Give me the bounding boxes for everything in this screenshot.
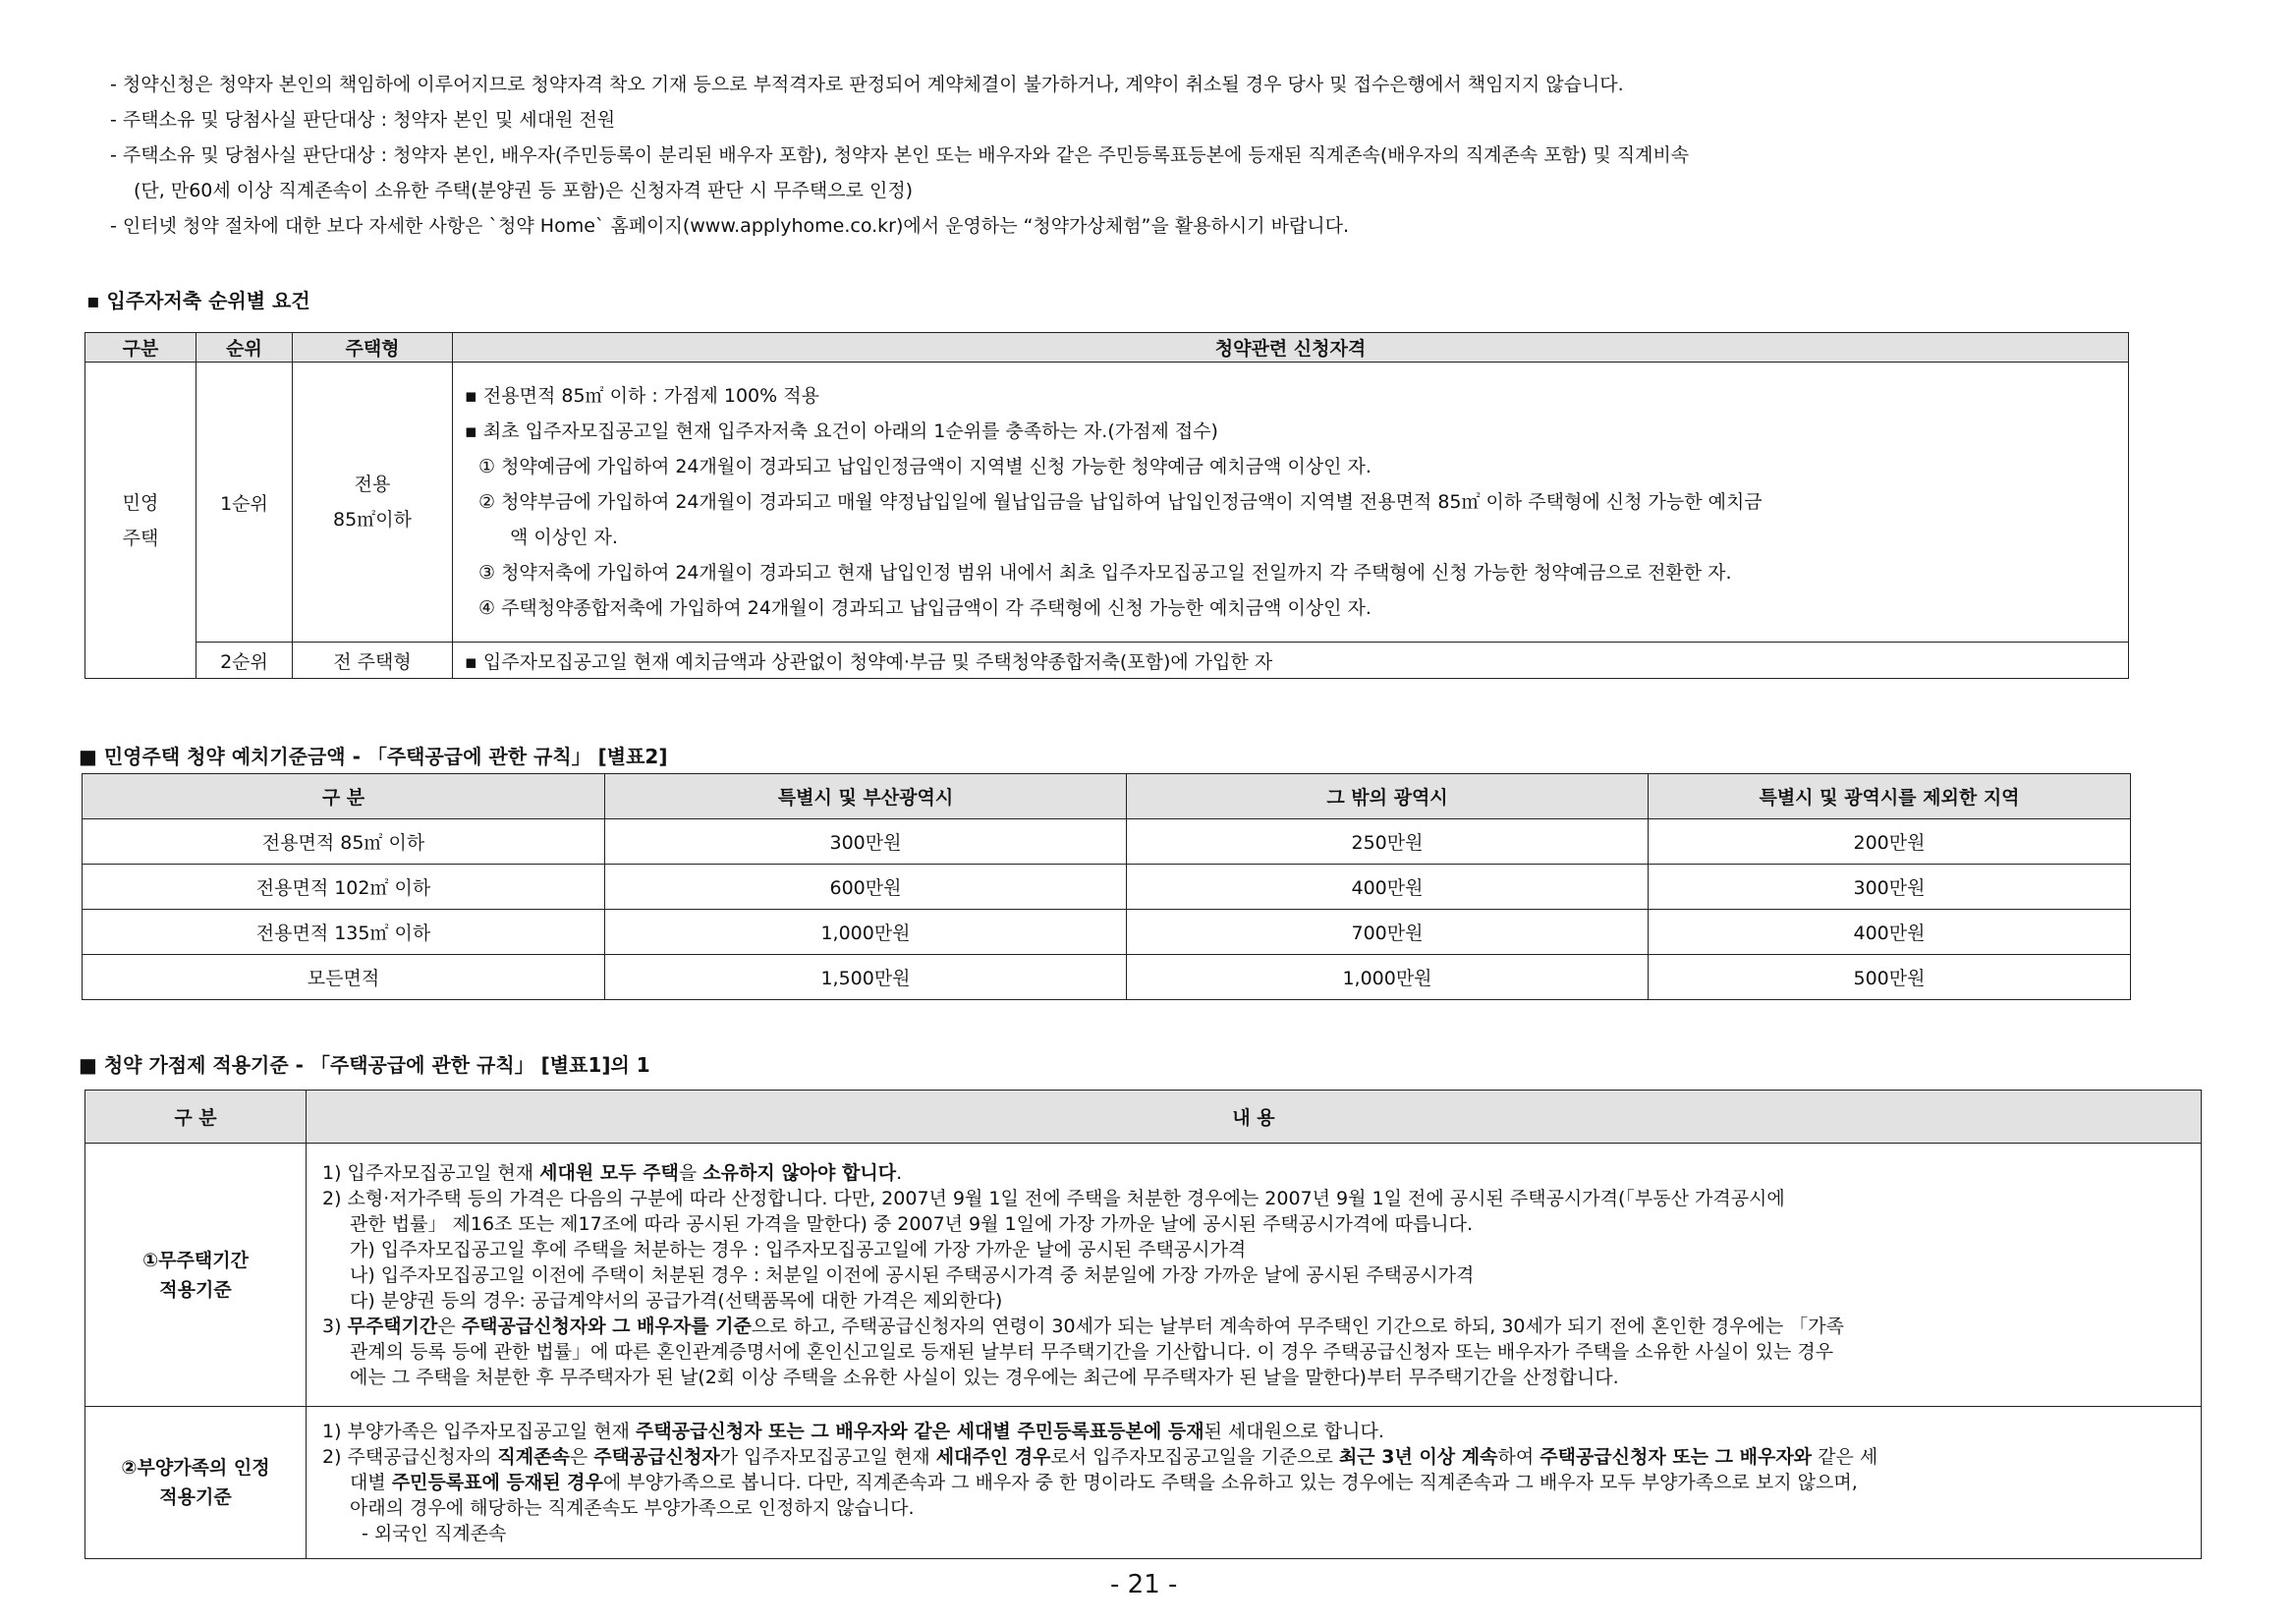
rank1-cell: 1순위 bbox=[196, 363, 293, 643]
section3-title: ■ 청약 가점제 적용기준 - 「주택공급에 관한 규칙」 [별표1]의 1 bbox=[79, 1053, 650, 1077]
no-house-period-content: 1) 입주자모집공고일 현재 세대원 모두 주택을 소유하지 않아야 합니다. 2) 소형·저가주택 등의 가격은 다음의 구분에 따라 산정합니다. 다만, 2007년 9월 1일 전에 주택을 처분한 경우에는 2007년 9월 1일 전에 공시된 주택공시가격(「부동산 가격공시에 관한 법률」 제16조 또는 제17조에 따라 공시된 가격을 말한다) 중 2007년 9월 1일에 가장 가까운 날에 공시된 주택공시가격에 따릅니다. 가) 입주자모집공고일 후에 주택을 처분하는 경우 : 입주자모집공고일에 가장 가까운 날에 공시된 주택공시가격 나) 입주자모집공고일 이전에 주택이 처분된 경우 : 처분일 이전에 공시된 주택공시가격 중 처분일에 가장 가까운 날에 공시된 주택공시가격 다) 분양권 등의 경우: 공급계약서의 공급가격(선택품목에 대한 가격은 제외한다) 3) 무주택기간은 주택공급신청자와 그 배우자를 기준으로 하고, 주택공급신청자의 연령이 30세가 되는 날부터 계속하여 무주택인 기간으로 하되, 30세가 되기 전에 혼인한 경우에는 「가족 관계의 등록 등에 관한 법률」에 따른 혼인관계증명서에 혼인신고일로 등재된 날부터 무주택기간을 기산합니다. 이 경우 주택공급신청자 또는 배우자가 주택을 소유한 사실이 있는 경우 에는 그 주택을 처분한 후 무주택자가 된 날(2회 이상 주택을 소유한 사실이 있는 경우에는 최근에 무주택자가 된 날을 말한다)부터 무주택기간을 산정합니다. bbox=[307, 1144, 2202, 1407]
header-housing-type: 주택형 bbox=[293, 333, 453, 363]
table-cell: 300만원 bbox=[1649, 865, 2131, 910]
table-cell: 300만원 bbox=[605, 819, 1127, 865]
table-cell: 전용면적 135㎡ 이하 bbox=[83, 910, 605, 955]
header-category: 구분 bbox=[85, 333, 196, 363]
notice-list bbox=[110, 67, 2173, 244]
header-qualification: 청약관련 신청자격 bbox=[453, 333, 2129, 363]
deposit-table bbox=[82, 773, 2131, 1000]
deposit-header: 구 분 bbox=[83, 774, 605, 819]
table-cell: 1,500만원 bbox=[605, 955, 1127, 1000]
rank2-type-cell: 전 주택형 bbox=[293, 643, 453, 679]
point-header-category: 구 분 bbox=[85, 1091, 307, 1144]
notice-item: - 인터넷 청약 절차에 대한 보다 자세한 사항은 `청약 Home` 홈페이지(www.applyhome.co.kr)에서 운영하는 “청약가상체험”을 활용하시기 바랍니다. bbox=[110, 215, 1350, 237]
no-house-period-label: ①무주택기간 적용기준 bbox=[85, 1144, 307, 1407]
header-rank: 순위 bbox=[196, 333, 293, 363]
table-cell: 250만원 bbox=[1127, 819, 1649, 865]
notice-item: (단, 만60세 이상 직계존속이 소유한 주택(분양권 등 포함)은 신청자격 판단 시 무주택으로 인정) bbox=[134, 180, 914, 201]
table-cell: 모든면적 bbox=[83, 955, 605, 1000]
table-cell: 1,000만원 bbox=[605, 910, 1127, 955]
page-number: - 21 - bbox=[1110, 1570, 1178, 1599]
category-cell: 민영 주택 bbox=[85, 363, 196, 679]
deposit-header: 특별시 및 부산광역시 bbox=[605, 774, 1127, 819]
table-cell: 500만원 bbox=[1649, 955, 2131, 1000]
point-header-content: 내 용 bbox=[307, 1091, 2202, 1144]
table-cell: 700만원 bbox=[1127, 910, 1649, 955]
rank1-qualification: ▪ 전용면적 85㎡ 이하 : 가점제 100% 적용 ▪ 최초 입주자모집공고일 현재 입주자저축 요건이 아래의 1순위를 충족하는 자.(가점제 접수) ① 청약예금에 가입하여 24개월이 경과되고 납입인정금액이 지역별 신청 가능한 청약예금 예치금액 이상인 자. ② 청약부금에 가입하여 24개월이 경과되고 매월 약정납입일에 월납입금을 납입하여 납입인정금액이 지역별 전용면적 85㎡ 이하 주택형에 신청 가능한 예치금 액 이상인 자. ③ 청약저축에 가입하여 24개월이 경과되고 현재 납입인정 범위 내에서 최초 입주자모집공고일 전일까지 각 주택형에 신청 가능한 청약예금으로 전환한 자. ④ 주택청약종합저축에 가입하여 24개월이 경과되고 납입금액이 각 주택형에 신청 가능한 예치금액 이상인 자. bbox=[453, 363, 2129, 643]
table-cell: 1,000만원 bbox=[1127, 955, 1649, 1000]
table-cell: 600만원 bbox=[605, 865, 1127, 910]
point-system-table bbox=[84, 1090, 2202, 1559]
notice-item: - 주택소유 및 당첨사실 판단대상 : 청약자 본인 및 세대원 전원 bbox=[110, 109, 616, 131]
rank2-cell: 2순위 bbox=[196, 643, 293, 679]
rank2-qualification: ▪ 입주자모집공고일 현재 예치금액과 상관없이 청약예·부금 및 주택청약종합저축(포함)에 가입한 자 bbox=[453, 643, 2129, 679]
table-cell: 200만원 bbox=[1649, 819, 2131, 865]
table-cell: 전용면적 85㎡ 이하 bbox=[83, 819, 605, 865]
deposit-header: 그 밖의 광역시 bbox=[1127, 774, 1649, 819]
table-cell: 400만원 bbox=[1127, 865, 1649, 910]
rank1-type-cell: 전용 85㎡이하 bbox=[293, 363, 453, 643]
table-cell: 전용면적 102㎡ 이하 bbox=[83, 865, 605, 910]
table-cell: 400만원 bbox=[1649, 910, 2131, 955]
dependents-label: ②부양가족의 인정 적용기준 bbox=[85, 1407, 307, 1559]
section2-title: ■ 민영주택 청약 예치기준금액 - 「주택공급에 관한 규칙」 [별표2] bbox=[79, 745, 668, 768]
deposit-header: 특별시 및 광역시를 제외한 지역 bbox=[1649, 774, 2131, 819]
notice-item: - 청약신청은 청약자 본인의 책임하에 이루어지므로 청약자격 착오 기재 등으로 부적격자로 판정되어 계약체결이 불가하거나, 계약이 취소될 경우 당사 및 접수은행에서 책임지지 않습니다. bbox=[110, 74, 1624, 95]
rank-requirements-table bbox=[84, 332, 2129, 679]
section1-title: ▪ 입주자저축 순위별 요건 bbox=[86, 289, 310, 312]
dependents-content: 1) 부양가족은 입주자모집공고일 현재 주택공급신청자 또는 그 배우자와 같은 세대별 주민등록표등본에 등재된 세대원으로 합니다. 2) 주택공급신청자의 직계존속은 주택공급신청자가 입주자모집공고일 현재 세대주인 경우로서 입주자모집공고일을 기준으로 최근 3년 이상 계속하여 주택공급신청자 또는 그 배우자와 같은 세 대별 주민등록표에 등재된 경우에 부양가족으로 봅니다. 다만, 직계존속과 그 배우자 중 한 명이라도 주택을 소유하고 있는 경우에는 직계존속과 그 배우자 모두 부양가족으로 보지 않으며, 아래의 경우에 해당하는 직계존속도 부양가족으로 인정하지 않습니다. - 외국인 직계존속 bbox=[307, 1407, 2202, 1559]
notice-item: - 주택소유 및 당첨사실 판단대상 : 청약자 본인, 배우자(주민등록이 분리된 배우자 포함), 청약자 본인 또는 배우자와 같은 주민등록표등본에 등재된 직계존속(배우자의 직계존속 포함) 및 직계비속 bbox=[110, 144, 1690, 166]
